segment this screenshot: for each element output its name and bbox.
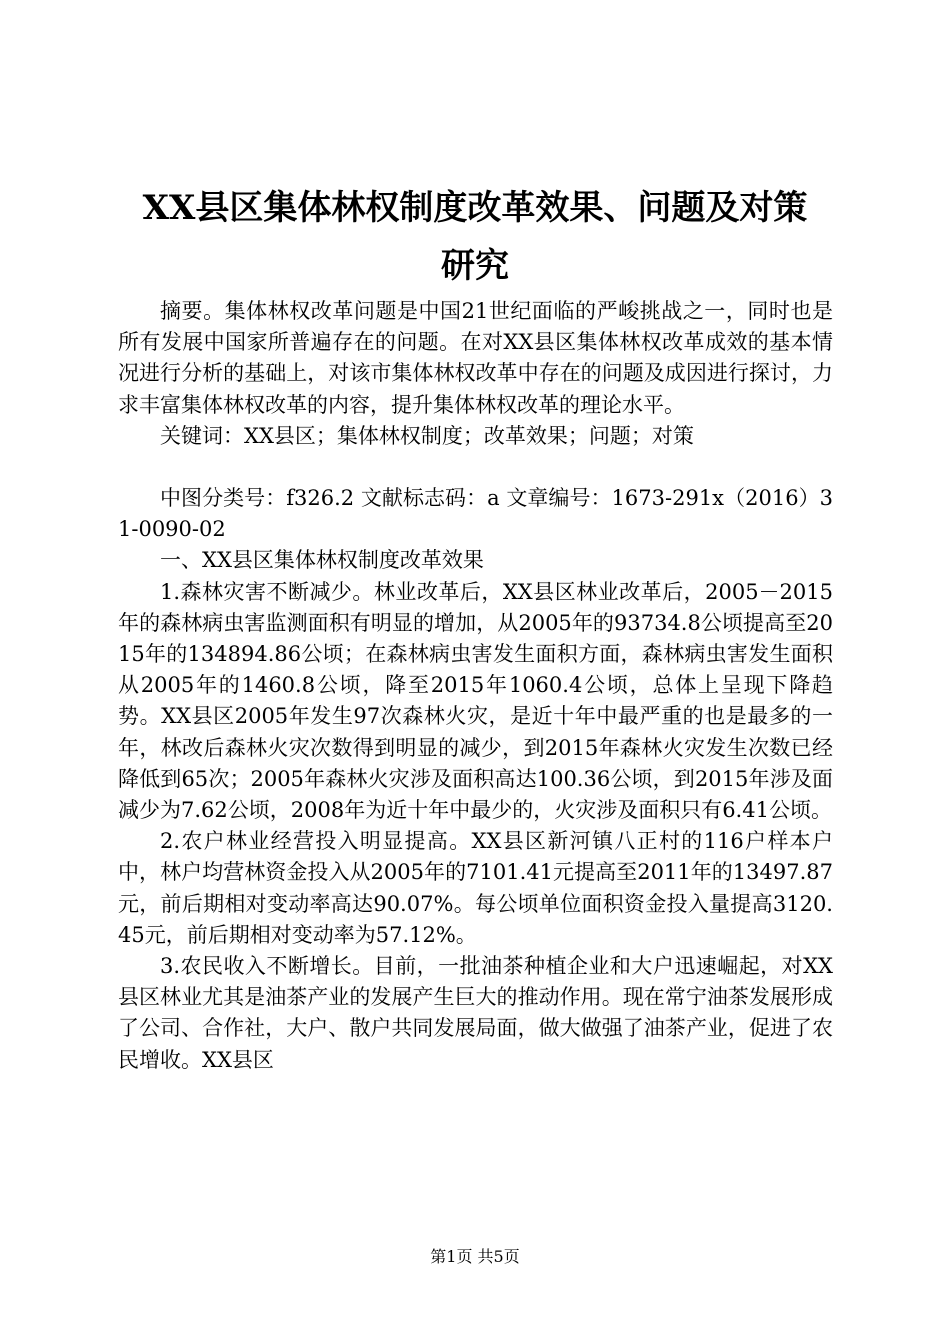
document-body — [118, 296, 833, 1076]
document-title-line-1: XX县区集体林权制度改革效果、问题及对策 — [142, 188, 808, 228]
document-title-line-2: 研究 — [441, 246, 509, 286]
section-heading: 一、XX县区集体林权制度改革效果 — [160, 548, 484, 573]
keywords-paragraph: 关键词：XX县区；集体林权制度；改革效果；问题；对策 — [160, 423, 694, 448]
body-paragraph-farmer-investment: 2.农户林业经营投入明显提高。XX县区新河镇八正村的116户样本户中，林户均营林资金投入从2005年的7101.41元提高至2011年的13497.87元，前后期相对变动率高达90.07%。每公顷单位面积资金投入量提高3120.45元，前后期相对变动率为57.12%。 — [118, 829, 833, 947]
body-paragraph-farmer-income: 3.农民收入不断增长。目前，一批油茶种植企业和大户迅速崛起，对XX县区林业尤其是油茶产业的发展产生巨大的推动作用。现在常宁油茶发展形成了公司、合作社，大户、散户共同发展局面，做大做强了油茶产业，促进了农民增收。XX县区 — [118, 954, 833, 1072]
page-footer: 第1页 共5页 — [430, 1247, 520, 1266]
body-paragraph-forest-disasters: 1.森林灾害不断减少。林业改革后，XX县区林业改革后，2005－2015年的森林病虫害监测面积有明显的增加，从2005年的93734.8公顷提高至2015年的134894.86公顷；在森林病虫害发生面积方面，森林病虫害发生面积从2005年的1460.8公顷，降至2015年1060.4公顷，总体上呈现下降趋势。XX县区2005年发生97次森林火灾，是近十年中最严重的也是最多的一年，林改后森林火灾次数得到明显的减少，到2015年森林火灾发生次数已经降低到65次；2005年森林火灾涉及面积高达100.36公顷，到2015年涉及面减少为7.62公顷，2008年为近十年中最少的，火灾涉及面积只有6.41公顷。 — [118, 579, 833, 823]
abstract-paragraph: 摘要。集体林权改革问题是中国21世纪面临的严峻挑战之一，同时也是所有发展中国家所普遍存在的问题。在对XX县区集体林权改革成效的基本情况进行分析的基础上，对该市集体林权改革中存在的问题及成因进行探讨，力求丰富集体林权改革的内容，提升集体林权改革的理论水平。 — [118, 299, 833, 417]
classification-paragraph: 中图分类号：f326.2 文献标志码：a 文章编号：1673-291x（2016）31-0090-02 — [118, 486, 833, 542]
